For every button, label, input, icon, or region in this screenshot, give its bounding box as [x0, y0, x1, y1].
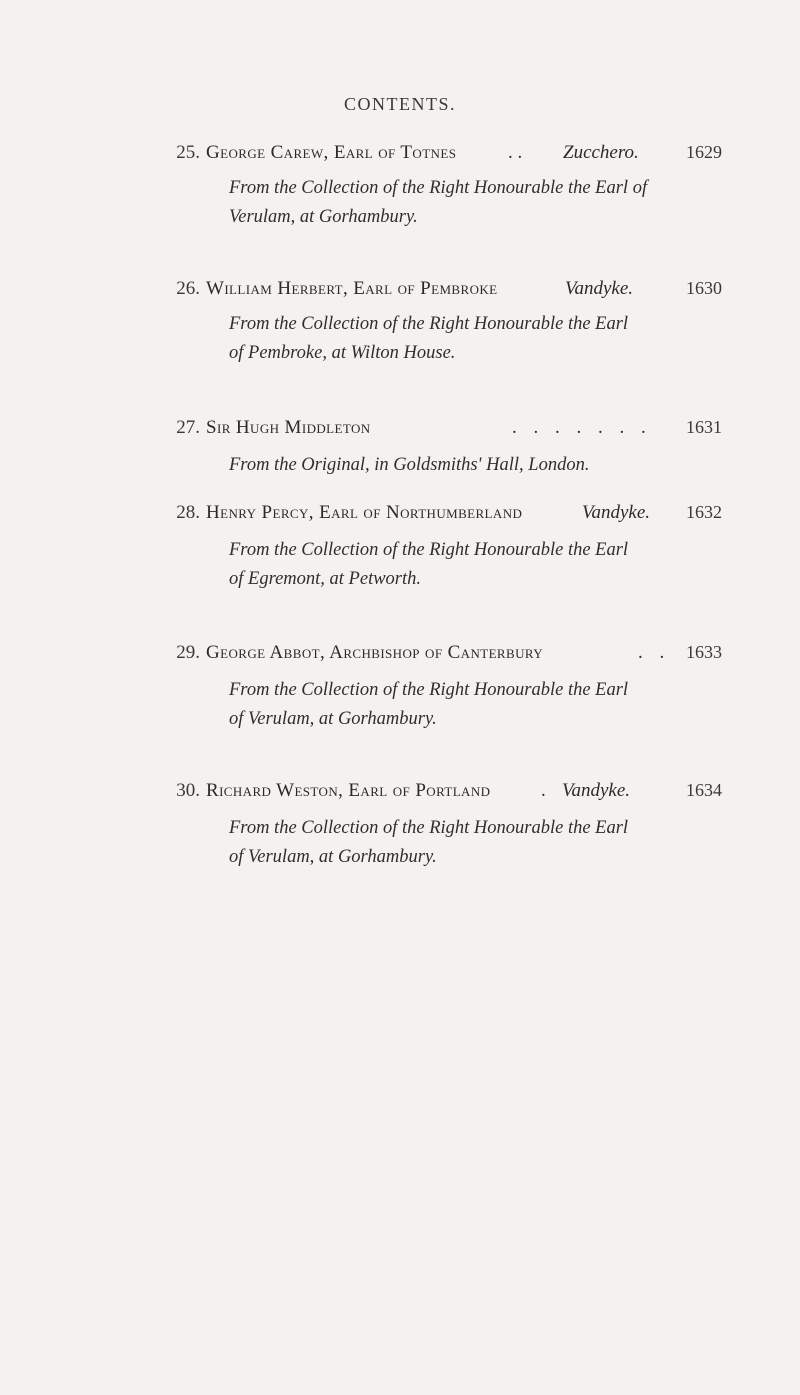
contents-entry — [0, 142, 800, 227]
contents-entry — [0, 278, 800, 363]
source-line: From the Collection of the Right Honourable the Earl — [229, 818, 629, 838]
entry-year: 1634 — [686, 780, 722, 800]
entry-source — [229, 310, 719, 368]
entry-source — [229, 536, 719, 594]
source-line: of Verulam, at Gorhambury. — [229, 709, 437, 729]
leader-dots: . . — [638, 642, 671, 663]
entry-year: 1629 — [686, 142, 722, 162]
contents-entry — [0, 417, 800, 475]
entry-number: 30. — [176, 780, 200, 801]
entry-heading — [0, 417, 800, 447]
contents-entry — [0, 780, 800, 867]
entry-year: 1631 — [686, 417, 722, 437]
portrait-subject: Sir Hugh Middleton — [206, 417, 371, 438]
page-title: CONTENTS. — [344, 94, 456, 114]
contents-entry — [0, 502, 800, 589]
entry-number: 26. — [176, 278, 200, 299]
source-line: From the Collection of the Right Honourable the Earl of — [229, 178, 648, 198]
painter-name: Vandyke. — [565, 278, 634, 299]
portrait-subject: George Carew, Earl of Totnes — [206, 142, 457, 163]
portrait-subject: Henry Percy, Earl of Northumberland — [206, 502, 523, 523]
entry-year: 1630 — [686, 278, 722, 298]
source-line: From the Original, in Goldsmiths' Hall, London. — [229, 455, 590, 475]
leader-dots: . . — [508, 142, 523, 163]
source-line: From the Collection of the Right Honourable the Earl — [229, 680, 629, 700]
entry-year: 1633 — [686, 642, 722, 662]
painter-name: Vandyke. — [582, 502, 651, 523]
source-line: From the Collection of the Right Honourable the Earl — [229, 314, 629, 334]
entry-source — [229, 451, 719, 480]
portrait-subject: Richard Weston, Earl of Portland — [206, 780, 491, 801]
entry-number: 27. — [176, 417, 200, 438]
leader-dots: . — [541, 780, 546, 801]
entry-heading — [0, 502, 800, 532]
entry-number: 28. — [176, 502, 200, 523]
portrait-subject: William Herbert, Earl of Pembroke — [206, 278, 498, 299]
entry-number: 25. — [176, 142, 200, 163]
leader-dots: . . . . . . . — [512, 417, 652, 438]
source-line: of Egremont, at Petworth. — [229, 569, 422, 589]
entry-source — [229, 174, 719, 232]
entry-heading — [0, 278, 800, 308]
entry-number: 29. — [176, 642, 200, 663]
contents-entry — [0, 642, 800, 729]
entry-source — [229, 814, 719, 872]
entry-heading — [0, 142, 800, 172]
portrait-subject: George Abbot, Archbishop of Canterbury — [206, 642, 544, 663]
source-line: Verulam, at Gorhambury. — [229, 207, 418, 227]
entry-source — [229, 676, 719, 734]
painter-name: Vandyke. — [562, 780, 631, 801]
entry-year: 1632 — [686, 502, 722, 522]
source-line: of Pembroke, at Wilton House. — [229, 343, 456, 363]
source-line: From the Collection of the Right Honourable the Earl — [229, 540, 629, 560]
source-line: of Verulam, at Gorhambury. — [229, 847, 437, 867]
entry-heading — [0, 642, 800, 672]
entry-heading — [0, 780, 800, 810]
painter-name: Zucchero. — [563, 142, 639, 163]
